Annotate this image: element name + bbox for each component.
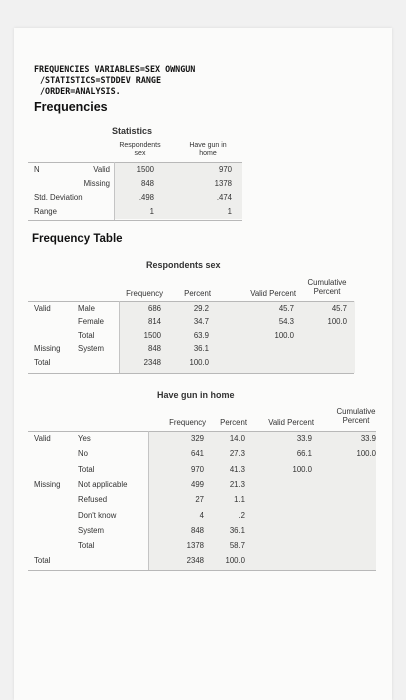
row-group-label: Missing [34,344,61,354]
percent-cell: 1.1 [234,495,245,505]
stat-value-gun: .474 [216,193,232,202]
stat-row-label: N [34,165,40,174]
percent-cell: 14.0 [229,434,245,443]
row-label: Refused [78,495,108,505]
row-group-label: Missing [34,479,61,489]
stat-value-sex: 848 [140,179,154,188]
frequency-cell: 27 [195,495,204,505]
frequency-cell: 2348 [143,357,161,367]
frequency-cell: 4 [199,510,204,520]
percent-cell: 29.2 [193,304,209,313]
percent-cell: 41.3 [229,464,245,474]
column-header-percent: Percent [220,418,247,427]
frequency-cell: 2348 [186,556,204,566]
stat-value-sex: .498 [138,193,154,202]
divider [28,570,376,571]
row-group-label: Valid [34,304,51,313]
stat-row-label: Std. Deviation [34,193,83,202]
frequency-cell: 1378 [186,541,204,551]
divider [148,431,149,570]
column-header-valid-percent: Valid Percent [250,289,296,298]
statistics-col-sex: Respondents sex [119,142,161,157]
row-label: Male [78,304,95,313]
row-label: Don't know [78,510,117,520]
row-group-label: Valid [34,434,51,443]
frequency-cell: 329 [190,434,204,443]
frequency-cell: 641 [190,449,204,459]
stat-value-sex: 1 [149,207,154,216]
row-label: Total [78,464,95,474]
stat-row-label: Range [34,207,57,216]
document-page [14,28,392,700]
column-header-cumulative-percent: Cumulative Percent [307,278,347,296]
stat-value-gun: 1 [227,207,232,216]
percent-cell: .2 [238,510,245,520]
valid-percent-cell: 45.7 [278,304,294,313]
divider [114,162,115,220]
column-header-percent: Percent [184,289,211,298]
divider [28,373,354,374]
syntax-line-3: /ORDER=ANALYSIS. [40,86,121,96]
valid-percent-cell: 66.1 [296,449,312,459]
frequency-cell: 686 [147,304,161,313]
divider [28,162,242,163]
row-label: System [78,525,104,535]
stat-row-sublabel: Valid [93,165,110,174]
stat-value-gun: 970 [218,165,232,174]
valid-percent-cell: 33.9 [296,434,312,443]
syntax-line-1: FREQUENCIES VARIABLES=SEX OWNGUN [34,64,196,74]
cumulative-percent-cell: 100.0 [356,449,376,459]
statistics-col-gun: Have gun in home [189,142,227,157]
row-label: Total [78,541,95,551]
percent-cell: 34.7 [193,317,209,327]
divider [119,301,120,373]
percent-cell: 21.3 [229,479,245,489]
percent-cell: 27.3 [229,449,245,459]
valid-percent-cell: 100.0 [292,464,312,474]
row-label: Not applicable [78,479,128,489]
frequency-cell: 848 [147,344,161,354]
stat-value-gun: 1378 [214,179,232,188]
statistics-title: Statistics [112,126,153,136]
percent-cell: 58.7 [229,541,245,551]
frequency-cell: 1500 [143,330,161,340]
row-group-label: Total [34,357,51,367]
sex-table-title: Respondents sex [146,260,221,270]
frequency-table-heading: Frequency Table [32,233,123,245]
column-header-cumulative-percent: Cumulative Percent [336,407,376,425]
divider [28,431,376,432]
percent-cell: 100.0 [189,357,209,367]
percent-cell: 36.1 [229,525,245,535]
column-header-frequency: Frequency [169,418,206,427]
gun-table-title: Have gun in home [157,390,235,400]
stat-row-sublabel: Missing [83,179,110,188]
row-label: No [78,449,88,459]
row-label: Yes [78,434,91,443]
frequencies-heading: Frequencies [34,100,108,114]
frequency-cell: 970 [190,464,204,474]
frequency-cell: 814 [147,317,161,327]
cumulative-percent-cell: 100.0 [327,317,347,327]
percent-cell: 100.0 [225,556,245,566]
row-group-label: Total [34,556,51,566]
cumulative-percent-cell: 45.7 [331,304,347,313]
cumulative-percent-cell: 33.9 [360,434,376,443]
row-label: Female [78,317,104,327]
column-header-valid-percent: Valid Percent [268,418,314,427]
percent-cell: 63.9 [193,330,209,340]
row-label: Total [78,330,95,340]
divider [28,301,354,302]
row-label: System [78,344,104,354]
percent-cell: 36.1 [193,344,209,354]
valid-percent-cell: 54.3 [278,317,294,327]
syntax-line-2: /STATISTICS=STDDEV RANGE [40,75,162,85]
column-header-frequency: Frequency [126,289,163,298]
stat-value-sex: 1500 [136,165,154,174]
valid-percent-cell: 100.0 [274,330,294,340]
divider [28,220,242,221]
frequency-cell: 499 [190,479,204,489]
frequency-cell: 848 [190,525,204,535]
